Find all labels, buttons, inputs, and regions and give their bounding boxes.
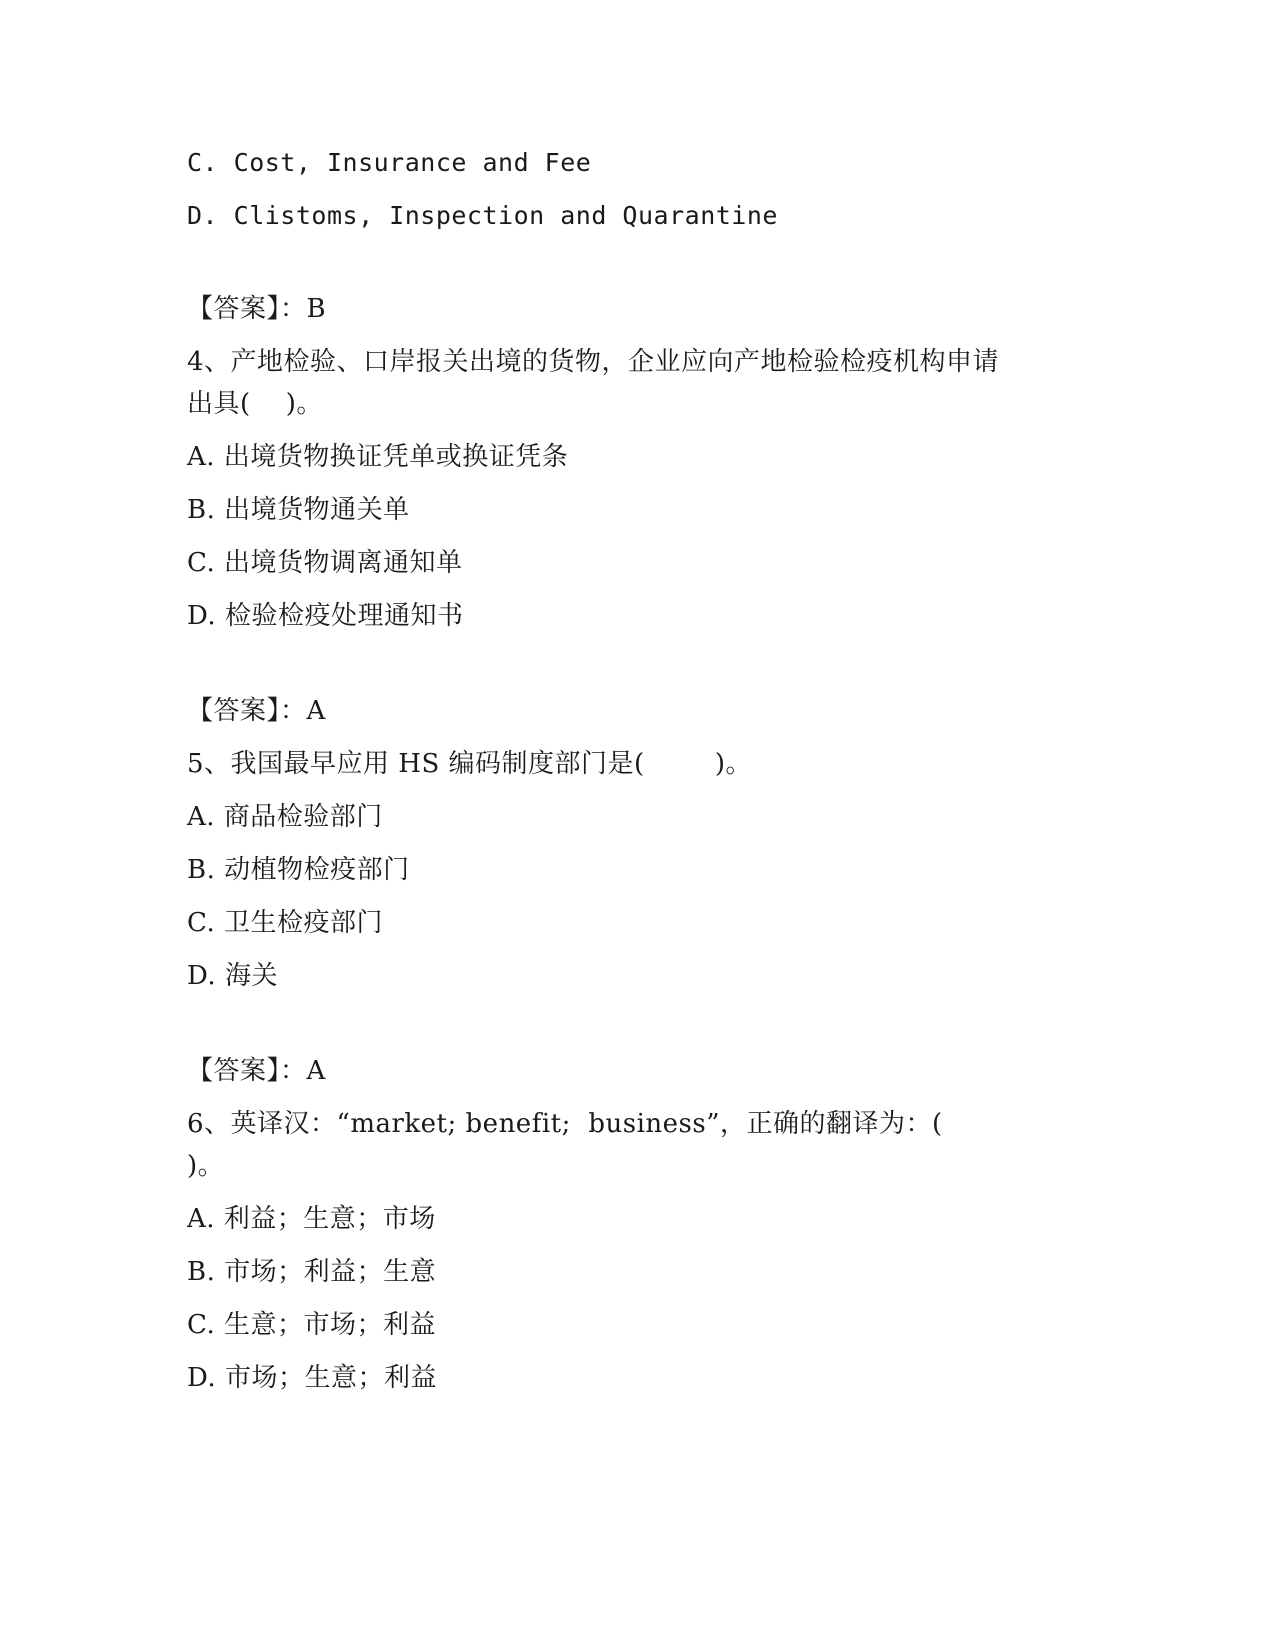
q4-option-d: D. 检验检疫处理通知书 [187, 601, 464, 631]
q6-stem-line1: 6、英译汉：“market; benefit; business”，正确的翻译为：( [187, 1109, 943, 1139]
q5-option-b: B. 动植物检疫部门 [187, 855, 410, 885]
q5-stem: 5、我国最早应用 HS 编码制度部门是( )。 [187, 749, 752, 779]
q6-option-a: A. 利益；生意；市场 [187, 1204, 436, 1234]
q3-option-d: D. Clistoms, Inspection and Quarantine [187, 201, 778, 230]
q5-option-d: D. 海关 [187, 961, 278, 991]
q4-answer: 【答案】：A [187, 696, 326, 726]
q5-option-a: A. 商品检验部门 [187, 802, 383, 832]
q4-stem-line1: 4、产地检验、口岸报关出境的货物，企业应向产地检验检疫机构申请 [187, 347, 1000, 377]
q5-answer: 【答案】：A [187, 1056, 326, 1086]
q4-option-b: B. 出境货物通关单 [187, 495, 410, 525]
q6-stem-line2: )。 [187, 1151, 225, 1181]
q5-option-c: C. 卫生检疫部门 [187, 908, 383, 938]
q6-option-d: D. 市场；生意；利益 [187, 1363, 437, 1393]
q6-option-b: B. 市场；利益；生意 [187, 1257, 437, 1287]
q3-option-c: C. Cost, Insurance and Fee [187, 148, 592, 177]
q6-option-c: C. 生意；市场；利益 [187, 1310, 436, 1340]
q4-stem-line2: 出具( )。 [187, 389, 323, 419]
q3-answer: 【答案】：B [187, 294, 327, 324]
q4-option-c: C. 出境货物调离通知单 [187, 548, 463, 578]
q4-option-a: A. 出境货物换证凭单或换证凭条 [187, 442, 569, 472]
